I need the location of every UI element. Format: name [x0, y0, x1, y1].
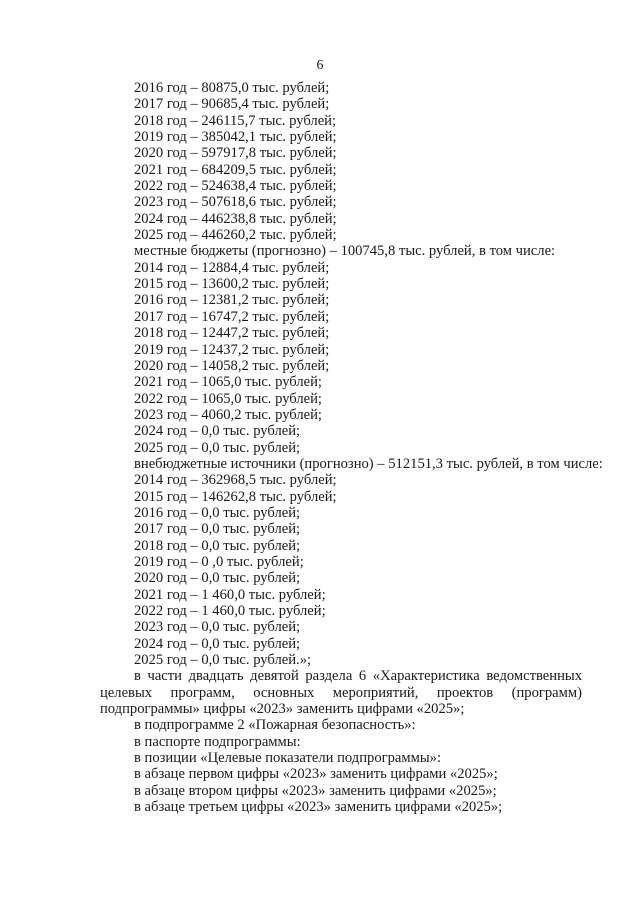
line-2016-local: 2016 год – 12381,2 тыс. рублей;: [134, 292, 330, 309]
paragraph-first-line: в абзаце первом цифры «2023» заменить цифрами «2025»;: [134, 766, 498, 783]
line-2018-regional: 2018 год – 246115,7 тыс. рублей;: [134, 112, 337, 129]
line-2015-extrabudgetary: 2015 год – 146262,8 тыс. рублей;: [134, 488, 337, 505]
line-2020-regional: 2020 год – 597917,8 тыс. рублей;: [134, 145, 337, 162]
line-2024-local: 2024 год – 0,0 тыс. рублей;: [134, 423, 301, 440]
amendments-block: [100, 717, 582, 815]
passport-line: в паспорте подпрограммы:: [134, 733, 301, 750]
line-2023-extrabudgetary: 2023 год – 0,0 тыс. рублей;: [134, 619, 301, 636]
page-number: 6: [316, 58, 324, 73]
line-2016-regional: 2016 год – 80875,0 тыс. рублей;: [134, 80, 330, 96]
line-2016-extrabudgetary: 2016 год – 0,0 тыс. рублей;: [134, 504, 301, 521]
local-budgets-heading: местные бюджеты (прогнозно) – 100745,8 тыс. рублей, в том числе:: [134, 243, 556, 260]
funding-list-block: [100, 80, 603, 669]
line-2022-regional: 2022 год – 524638,4 тыс. рублей;: [134, 178, 337, 195]
line-2024-extrabudgetary: 2024 год – 0,0 тыс. рублей;: [134, 635, 301, 652]
line-2025-extrabudgetary: 2025 год – 0,0 тыс. рублей.»;: [134, 652, 312, 669]
line-2021-local: 2021 год – 1065,0 тыс. рублей;: [134, 374, 322, 391]
line-2017-regional: 2017 год – 90685,4 тыс. рублей;: [134, 96, 330, 113]
line-2019-regional: 2019 год – 385042,1 тыс. рублей;: [134, 129, 337, 146]
line-2014-extrabudgetary: 2014 год – 362968,5 тыс. рублей;: [134, 472, 337, 489]
line-2022-extrabudgetary: 2022 год – 1 460,0 тыс. рублей;: [134, 603, 326, 619]
line-2014-local: 2014 год – 12884,4 тыс. рублей;: [134, 259, 330, 276]
line-2015-local: 2015 год – 13600,2 тыс. рублей;: [134, 276, 330, 293]
line-2018-local: 2018 год – 12447,2 тыс. рублей;: [134, 325, 330, 342]
line-2018-extrabudgetary: 2018 год – 0,0 тыс. рублей;: [134, 537, 301, 554]
line-2024-regional: 2024 год – 446238,8 тыс. рублей;: [134, 210, 337, 227]
paragraph-part-29: в части двадцать девятой раздела 6 «Характеристика ведомственных целевых программ, основных мероприятий, проектов (программ) подпрограммы» цифры «2023» заменить цифрами «2025»;: [100, 668, 582, 718]
document-body: [100, 80, 603, 816]
subprogram-2-heading: в подпрограмме 2 «Пожарная безопасность»:: [134, 717, 416, 734]
line-2020-local: 2020 год – 14058,2 тыс. рублей;: [134, 357, 330, 374]
line-2019-extrabudgetary: 2019 год – 0 ,0 тыс. рублей;: [134, 553, 304, 570]
line-2023-local: 2023 год – 4060,2 тыс. рублей;: [134, 406, 322, 423]
line-2021-regional: 2021 год – 684209,5 тыс. рублей;: [134, 161, 337, 178]
extrabudgetary-heading: внебюджетные источники (прогнозно) – 512151,3 тыс. рублей, в том числе:: [134, 455, 603, 472]
line-2025-local: 2025 год – 0,0 тыс. рублей;: [134, 439, 301, 456]
line-2021-extrabudgetary: 2021 год – 1 460,0 тыс. рублей;: [134, 586, 326, 603]
line-2023-regional: 2023 год – 507618,6 тыс. рублей;: [134, 194, 337, 211]
paragraph-third-line: в абзаце третьем цифры «2023» заменить цифрами «2025»;: [134, 799, 503, 816]
line-2019-local: 2019 год – 12437,2 тыс. рублей;: [134, 341, 330, 358]
line-2020-extrabudgetary: 2020 год – 0,0 тыс. рублей;: [134, 570, 301, 587]
paragraph-second-line: в абзаце втором цифры «2023» заменить цифрами «2025»;: [134, 782, 497, 799]
target-indicators-line: в позиции «Целевые показатели подпрограммы»:: [134, 750, 442, 767]
line-2017-extrabudgetary: 2017 год – 0,0 тыс. рублей;: [134, 521, 301, 538]
line-2022-local: 2022 год – 1065,0 тыс. рублей;: [134, 390, 322, 407]
line-2017-local: 2017 год – 16747,2 тыс. рублей;: [134, 308, 330, 325]
line-2025-regional: 2025 год – 446260,2 тыс. рублей;: [134, 227, 337, 244]
